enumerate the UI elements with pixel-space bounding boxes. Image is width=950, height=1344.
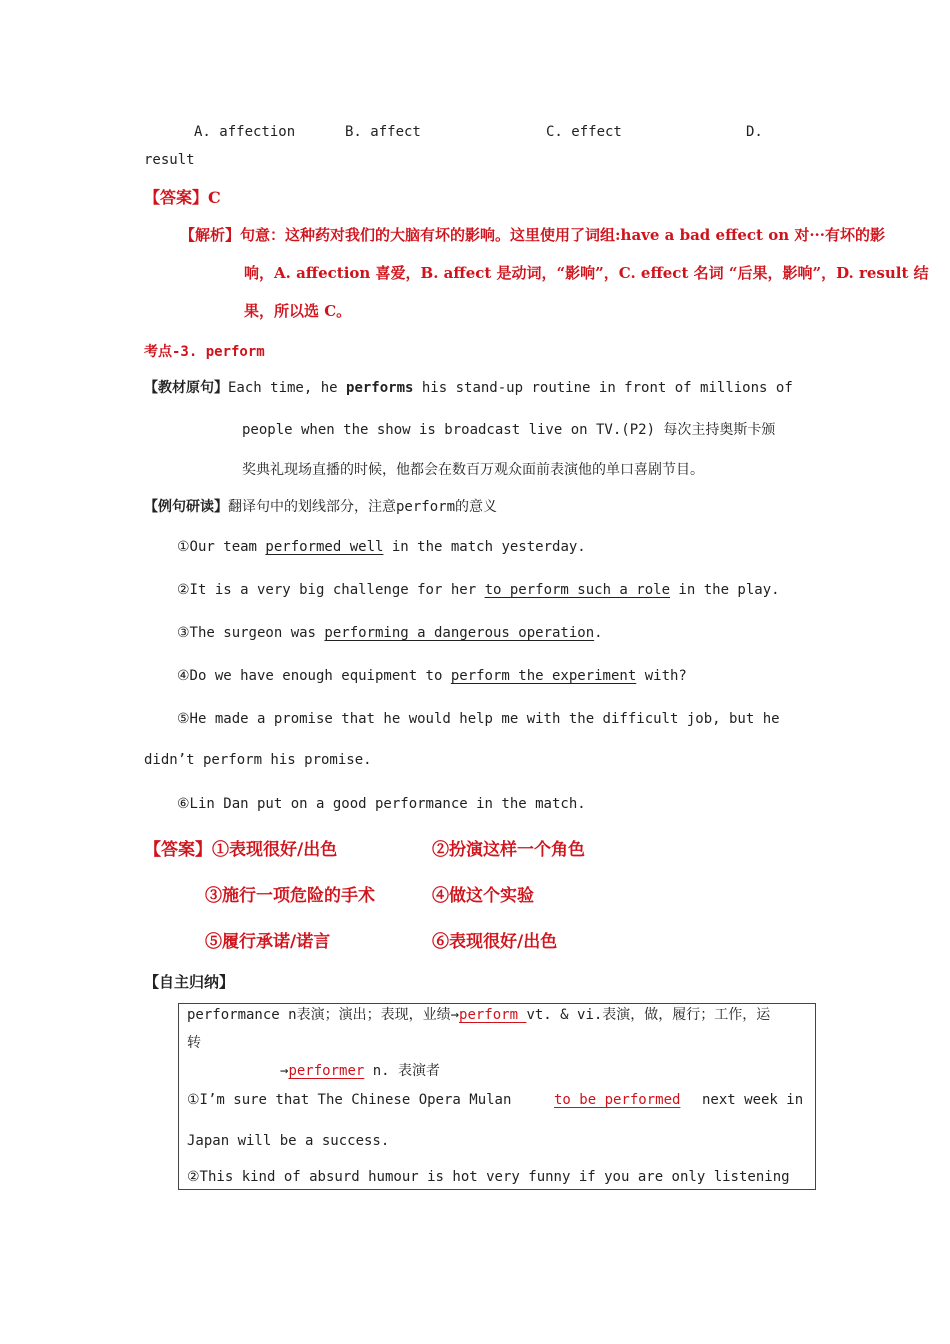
example-1-underlined: performed well	[265, 539, 384, 555]
answer-value: C	[208, 188, 221, 207]
example-1-pre: ①Our team	[177, 539, 266, 555]
example-4-underlined: perform the experiment	[450, 668, 637, 684]
example-sentence-5: ⑤He made a promise that he would help me with the difficult job, but he	[177, 711, 780, 727]
example-sentence-5-continued: didn’t perform his promise.	[144, 752, 372, 768]
summary-example-1-continued: Japan will be a success.	[187, 1133, 390, 1149]
examples-heading	[144, 496, 497, 516]
answer-item-6: ⑥表现很好/出色	[432, 932, 558, 952]
examples-instruction: 翻译句中的划线部分，注意perform的意义	[228, 499, 498, 515]
example-4-post: with?	[636, 668, 687, 684]
analysis-label: 【解析】	[180, 226, 241, 244]
summary-line-1	[187, 1004, 770, 1024]
summary-example-1-pre: ①I’m sure that The Chinese Opera Mulan	[187, 1092, 512, 1108]
textbook-line-1	[144, 377, 793, 397]
summary-answer-performer: performer	[288, 1063, 365, 1079]
example-3-underlined: performing a dangerous operation	[324, 625, 595, 641]
example-3-pre: ③The surgeon was	[177, 625, 325, 641]
option-c: C. effect	[546, 124, 622, 140]
analysis-line-1	[180, 224, 885, 245]
example-sentence-4	[177, 668, 687, 684]
answer-item-1: ①表现很好/出色	[212, 840, 338, 860]
summary-example-2: ②This kind of absurd humour is hot very funny if you are only listening	[187, 1169, 790, 1185]
summary-example-1-post: next week in	[702, 1092, 804, 1108]
answer-item-4: ④做这个实验	[432, 886, 534, 906]
answers-row-1-left	[144, 835, 337, 860]
example-3-post: .	[594, 625, 603, 641]
summary-line-1-pre: performance n表演；演出；表现，业绩→	[187, 1007, 460, 1023]
example-1-post: in the match yesterday.	[383, 539, 586, 555]
answer-1	[144, 185, 221, 208]
analysis-line-3: 果，所以选 C。	[244, 302, 352, 320]
textbook-label: 【教材原句】	[144, 380, 228, 396]
example-4-pre: ④Do we have enough equipment to	[177, 668, 451, 684]
answer-label: 【答案】	[144, 188, 209, 207]
example-sentence-1	[177, 539, 586, 555]
textbook-keyword: performs	[346, 380, 414, 396]
example-sentence-6: ⑥Lin Dan put on a good performance in the match.	[177, 796, 586, 812]
summary-line-3-post: n. 表演者	[364, 1063, 441, 1079]
option-a: A. affection	[194, 124, 296, 140]
summary-answer-perform: perform	[459, 1007, 527, 1023]
option-b: B. affect	[345, 124, 421, 140]
option-d-continued: result	[144, 152, 195, 168]
textbook-text-post: his stand-up routine in front of millions of	[413, 380, 793, 396]
answers-label: 【答案】	[144, 840, 212, 860]
textbook-text-pre: Each time, he	[228, 380, 347, 396]
option-d: D.	[746, 124, 763, 140]
point-3-title: 考点-3. perform	[144, 344, 265, 360]
analysis-text-1: 句意：这种药对我们的大脑有坏的影响。这里使用了词组:have a bad effect on 对···有坏的影	[240, 226, 886, 244]
summary-box	[178, 1003, 816, 1190]
textbook-line-2: people when the show is broadcast live on TV.(P2) 每次主持奥斯卡颁	[242, 422, 776, 438]
example-2-underlined: to perform such a role	[484, 582, 670, 598]
summary-line-1-post: vt. & vi.表演，做，履行；工作，运	[526, 1007, 771, 1023]
summary-example-1-answer: to be performed	[554, 1092, 681, 1108]
arrow-icon: →	[280, 1063, 289, 1079]
answer-item-5: ⑤履行承诺/诺言	[205, 932, 331, 952]
textbook-line-3: 奖典礼现场直播的时候，他都会在数百万观众面前表演他的单口喜剧节目。	[242, 462, 704, 478]
example-sentence-3	[177, 625, 603, 641]
example-sentence-2	[177, 582, 780, 598]
examples-label: 【例句研读】	[144, 499, 228, 515]
answer-item-3: ③施行一项危险的手术	[205, 886, 375, 906]
analysis-line-2: 响，A. affection 喜爱，B. affect 是动词，“影响”，C. effect 名词 “后果，影响”，D. result 结	[244, 264, 929, 282]
answer-item-2: ②扮演这样一个角色	[432, 840, 585, 860]
summary-line-3	[280, 1060, 440, 1080]
example-2-pre: ②It is a very big challenge for her	[177, 582, 485, 598]
summary-line-2: 转	[187, 1035, 201, 1051]
summary-label: 【自主归纳】	[144, 973, 235, 991]
example-2-post: in the play.	[670, 582, 780, 598]
